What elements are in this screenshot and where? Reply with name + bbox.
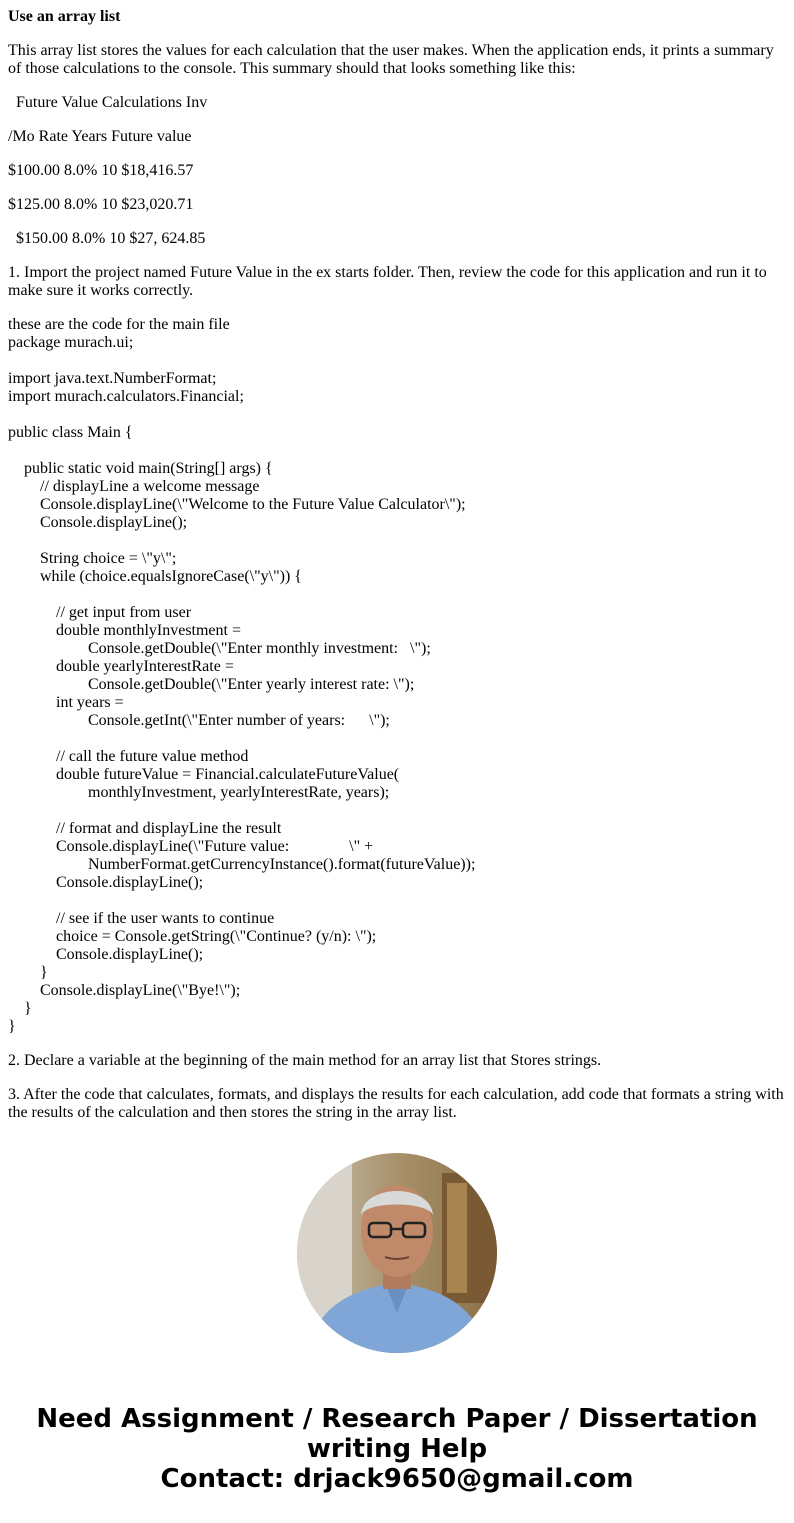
- code-line: }: [8, 1000, 32, 1017]
- code-line: // call the future value method: [8, 748, 249, 765]
- code-line: import java.text.NumberFormat;: [8, 370, 217, 387]
- code-line: Console.getInt(\"Enter number of years: \");: [8, 712, 390, 729]
- code-line: [8, 406, 788, 424]
- code-line: Console.displayLine();: [8, 514, 188, 531]
- code-line: while (choice.equalsIgnoreCase(\"y\")) {: [8, 568, 302, 585]
- code-line: // displayLine a welcome message: [8, 478, 260, 495]
- code-line: double yearlyInterestRate =: [8, 658, 234, 675]
- code-line: NumberFormat.getCurrencyInstance().format(futureValue));: [8, 856, 476, 873]
- article: [8, 8, 788, 1138]
- code-line: [8, 442, 788, 460]
- article-title: Use an array list: [8, 8, 121, 25]
- code-line: [8, 802, 788, 820]
- person-portrait-icon: [297, 1153, 497, 1353]
- code-line: int years =: [8, 694, 124, 711]
- code-line: }: [8, 1018, 16, 1035]
- code-line: public class Main {: [8, 424, 133, 441]
- code-line: Console.displayLine();: [8, 874, 204, 891]
- code-line: public static void main(String[] args) {: [8, 460, 273, 477]
- code-line: [8, 352, 788, 370]
- code-listing: [8, 316, 788, 1036]
- summary-line: $125.00 8.0% 10 $23,020.71: [8, 196, 194, 213]
- banner-line: Need Assignment / Research Paper / Dissertation: [36, 1404, 758, 1434]
- code-line: // see if the user wants to continue: [8, 910, 275, 927]
- banner-contact: Contact: drjack9650@gmail.com: [160, 1464, 634, 1494]
- summary-line: /Mo Rate Years Future value: [8, 128, 192, 145]
- code-line: import murach.calculators.Financial;: [8, 388, 244, 405]
- step-3: 3. After the code that calculates, formats, and displays the results for each calculation, add code that formats a string with the results of the calculation and then stores the string in the array list.: [8, 1086, 788, 1121]
- summary-line: Future Value Calculations Inv: [8, 94, 208, 111]
- code-line: [8, 586, 788, 604]
- code-line: [8, 892, 788, 910]
- code-line: Console.displayLine(\"Future value: \" +: [8, 838, 374, 855]
- code-line: double futureValue = Financial.calculateFutureValue(: [8, 766, 400, 783]
- code-line: these are the code for the main file: [8, 316, 230, 333]
- contact-banner: [0, 1404, 794, 1494]
- code-line: [8, 730, 788, 748]
- banner-line: writing Help: [306, 1434, 488, 1464]
- summary-line: $100.00 8.0% 10 $18,416.57: [8, 162, 194, 179]
- code-line: monthlyInvestment, yearlyInterestRate, years);: [8, 784, 390, 801]
- code-line: choice = Console.getString(\"Continue? (y/n): \");: [8, 928, 377, 945]
- step-2: 2. Declare a variable at the beginning of the main method for an array list that Stores strings.: [8, 1052, 602, 1069]
- code-line: // format and displayLine the result: [8, 820, 282, 837]
- code-line: // get input from user: [8, 604, 192, 621]
- intro-paragraph: This array list stores the values for each calculation that the user makes. When the application ends, it prints a summary of those calculations to the console. This summary should that looks something like this:: [8, 42, 778, 77]
- summary-example: [8, 94, 788, 248]
- step-1: 1. Import the project named Future Value in the ex starts folder. Then, review the code for this application and run it to make sure it works correctly.: [8, 264, 771, 299]
- code-line: String choice = \"y\";: [8, 550, 177, 567]
- code-line: Console.getDouble(\"Enter yearly interest rate: \");: [8, 676, 415, 693]
- summary-line: $150.00 8.0% 10 $27, 624.85: [8, 230, 206, 247]
- code-line: Console.getDouble(\"Enter monthly investment: \");: [8, 640, 431, 657]
- code-line: Console.displayLine();: [8, 946, 204, 963]
- author-avatar: [297, 1153, 497, 1353]
- code-line: double monthlyInvestment =: [8, 622, 241, 639]
- code-line: Console.displayLine(\"Bye!\");: [8, 982, 241, 999]
- code-line: package murach.ui;: [8, 334, 134, 351]
- code-line: [8, 532, 788, 550]
- code-line: Console.displayLine(\"Welcome to the Future Value Calculator\");: [8, 496, 466, 513]
- code-line: }: [8, 964, 48, 981]
